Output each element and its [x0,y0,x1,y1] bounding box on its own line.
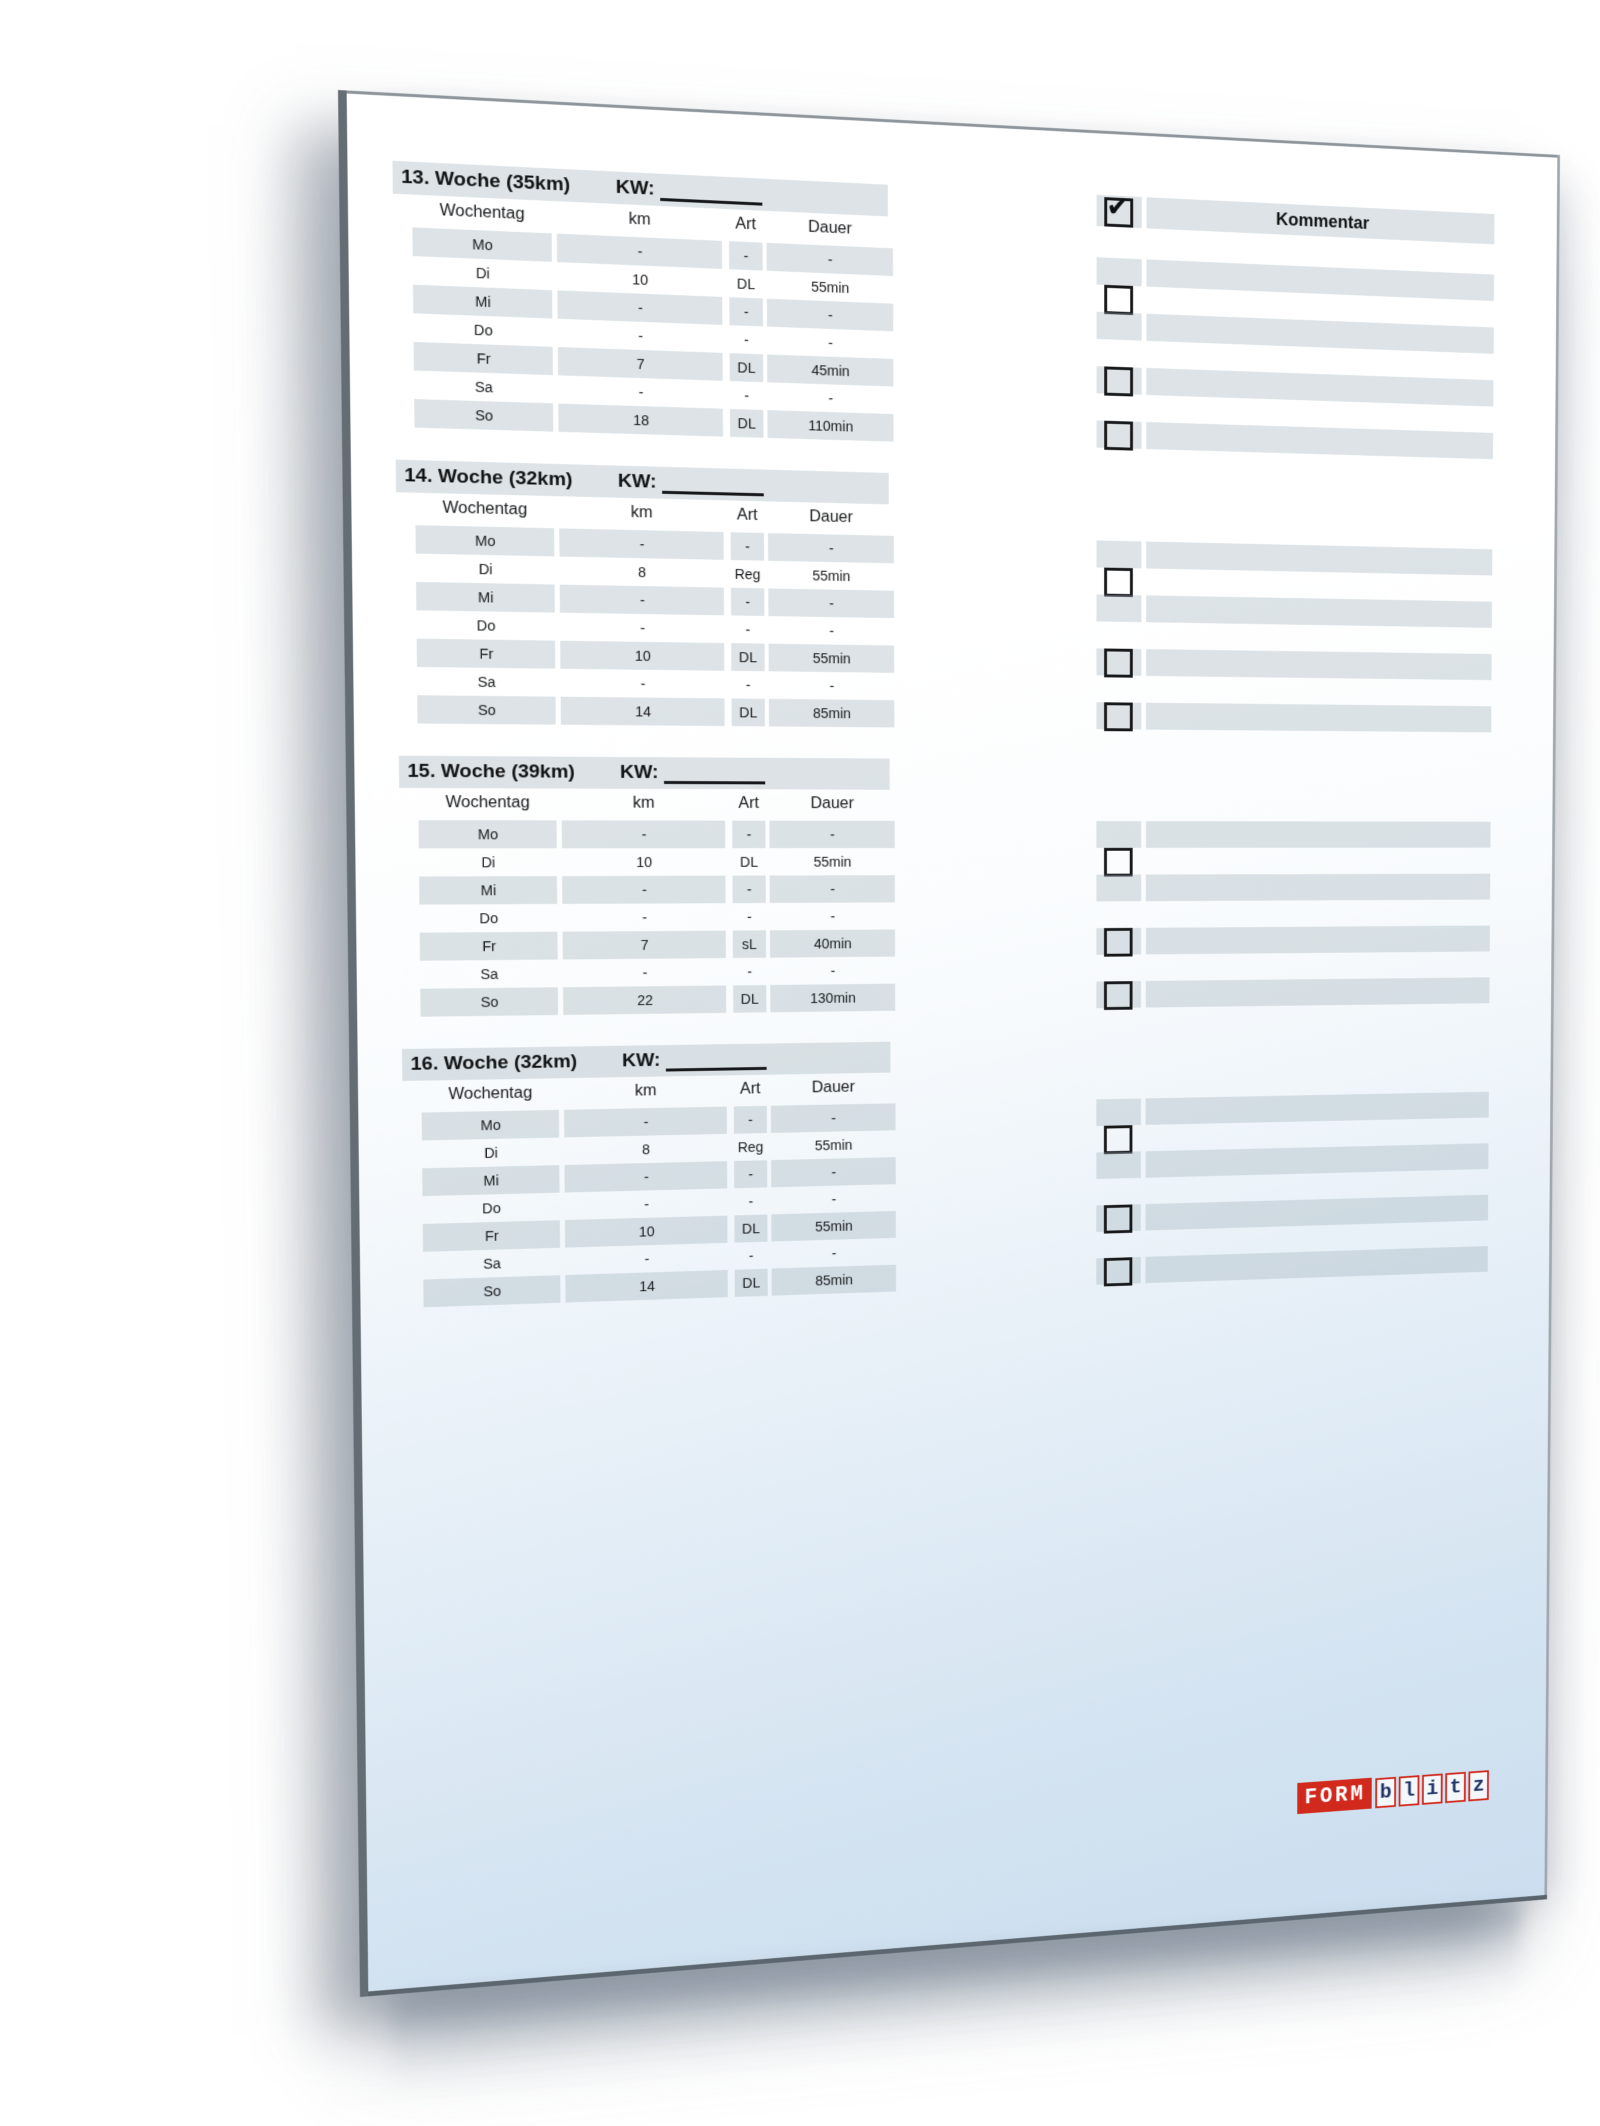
km-value: 14 [639,1278,656,1295]
row-shading [1096,1151,1141,1179]
logo-form-block: FORM [1297,1778,1372,1814]
table-row [400,848,1492,877]
day-label: Mi [475,293,491,311]
art-value: DL [736,275,756,293]
column-header-art: Art [739,1080,761,1098]
art-value: - [743,331,749,348]
logo-letter: z [1469,1770,1490,1801]
km-value: 8 [642,1141,651,1158]
day-label: Fr [482,938,497,955]
day-label: Mo [477,826,499,843]
column-header-wochentag: Wochentag [442,499,528,519]
art-value: - [746,826,752,843]
dauer-value: - [831,1191,837,1207]
row-shading [1146,649,1492,680]
art-value: - [746,908,752,925]
day-label: Di [478,560,493,578]
table-row [400,820,1493,848]
logo-letter: l [1399,1775,1420,1806]
dauer-value: - [827,307,833,324]
day-label: Sa [477,673,496,691]
kommentar-header-label: Kommentar [1275,209,1370,233]
column-header-km: km [630,503,653,522]
kw-blank-field[interactable] [664,759,765,784]
km-value: - [639,536,645,553]
km-value: - [643,1114,649,1130]
kw-blank-field[interactable] [665,1045,766,1071]
km-value: - [644,1196,649,1213]
kw-field [620,757,765,789]
art-value: DL [738,649,758,666]
dauer-value: - [829,622,834,639]
km-value: 8 [638,564,647,581]
day-label: Mi [480,882,497,899]
week-title: 15. Woche (39km) [407,760,575,783]
column-header-dauer: Dauer [808,218,852,238]
column-header-wochentag: Wochentag [445,794,530,812]
art-value: - [743,303,749,320]
document-sheet [338,90,1560,1997]
row-shading [1096,540,1141,568]
dauer-value: - [830,908,836,925]
km-value: - [644,1250,650,1267]
day-checkbox[interactable] [1104,702,1133,731]
week-title: 13. Woche (35km) [401,166,571,196]
kw-label: KW: [619,761,659,783]
km-value: - [637,243,643,260]
row-shading [1097,312,1142,341]
day-label: So [477,701,496,719]
dauer-value: 55min [813,853,852,870]
kw-blank-field[interactable] [660,176,762,206]
km-value: - [640,675,646,692]
day-checkbox[interactable] [1104,568,1133,597]
day-checkbox[interactable] [1104,848,1133,877]
column-header-wochentag: Wochentag [439,201,525,224]
day-label: Di [481,854,496,871]
day-label: Di [475,264,490,282]
day-label: So [475,407,494,424]
row-shading [1146,977,1490,1007]
row-shading [1146,703,1491,733]
kw-label: KW: [622,1050,661,1072]
week-header-row [399,756,1493,792]
dauer-value: 85min [812,705,851,722]
day-label: Sa [474,378,493,396]
km-value: 7 [640,937,649,953]
km-value: - [642,964,648,981]
day-label: Do [473,321,493,339]
km-value: - [643,1168,649,1185]
art-value: - [744,387,749,404]
km-value: - [638,327,644,345]
day-label: Mo [474,532,496,550]
day-checkbox[interactable] [1104,421,1133,451]
day-checkbox[interactable] [1104,285,1133,315]
art-value: - [744,538,750,555]
day-checkbox[interactable] [1104,1125,1132,1154]
day-label: Mo [480,1116,501,1134]
row-shading [1096,1099,1141,1126]
logo-blitz-letters [1373,1770,1489,1808]
kw-field [622,1044,766,1078]
week-block-13 [392,161,1496,460]
column-header-km: km [628,210,651,229]
dauer-value: 55min [811,278,850,297]
dauer-value: - [830,962,836,979]
dauer-value: 45min [811,361,850,380]
dauer-value: 130min [810,989,856,1006]
km-value: - [637,299,643,316]
art-value: - [748,1166,754,1183]
column-header-dauer: Dauer [811,1078,855,1097]
km-value: - [640,619,645,636]
column-header-km: km [634,1082,657,1100]
day-label: Fr [476,350,491,367]
dauer-value: - [831,1110,836,1126]
dauer-value: 85min [815,1271,853,1289]
day-checkbox[interactable] [1104,1204,1132,1233]
week-title: 16. Woche (32km) [410,1051,578,1075]
day-label: Sa [480,966,499,983]
row-shading [1096,875,1141,902]
column-header-row [399,788,1492,822]
document-page [338,90,1560,1997]
logo-letter: b [1375,1776,1396,1807]
row-shading [1097,257,1142,286]
day-label: Sa [483,1255,501,1272]
row-shading [1146,926,1490,955]
dauer-value: - [828,540,834,557]
day-label: Mi [477,589,494,606]
art-value: DL [740,990,759,1007]
art-value: - [745,621,751,638]
km-value: - [642,909,647,926]
week-title: 14. Woche (32km) [404,464,573,491]
day-label: Do [482,1200,501,1217]
column-header-art: Art [738,795,760,812]
day-checkbox[interactable] [1104,1257,1132,1286]
art-value: - [743,247,749,265]
dauer-value: - [831,1164,837,1180]
kw-label: KW: [615,176,655,200]
dauer-value: - [828,334,833,351]
km-value: 10 [636,854,653,870]
art-value: - [745,593,751,610]
dauer-value: 55min [812,650,851,667]
row-shading [1096,821,1141,848]
km-value: - [641,881,647,898]
km-value: 7 [636,355,645,373]
column-header-art: Art [735,215,757,234]
row-shading [1146,874,1490,902]
column-header-dauer: Dauer [809,508,853,527]
art-value: DL [742,1274,761,1291]
week-block-14 [396,460,1495,733]
row-shading [1096,594,1141,622]
dauer-value: 55min [814,1136,853,1154]
column-header-art: Art [736,506,758,524]
dauer-value: - [830,881,835,897]
column-header-km: km [632,794,655,812]
dauer-value: 110min [808,417,854,435]
kw-field [618,466,764,502]
art-value: DL [739,704,758,721]
dauer-value: - [828,390,834,407]
dauer-value: - [831,1245,837,1261]
km-value: 10 [632,271,649,288]
dauer-value: 55min [815,1217,853,1235]
day-checkbox[interactable] [1104,981,1133,1010]
dauer-value: - [830,826,835,843]
kw-label: KW: [617,470,657,493]
art-value: - [745,676,751,693]
column-header-dauer: Dauer [810,795,854,813]
kw-blank-field[interactable] [662,469,764,497]
row-shading [1146,821,1491,848]
km-value: 22 [637,992,654,1009]
day-label: Di [484,1144,498,1161]
km-value: - [638,384,644,401]
art-value: - [747,1111,753,1128]
dauer-value: 55min [812,567,851,585]
day-label: Fr [479,645,494,662]
day-label: Do [476,617,496,634]
km-value: 10 [634,647,651,664]
kommentar-header-checkbox[interactable] [1104,189,1133,228]
checkmark-icon: ✔ [1106,189,1130,224]
art-value: - [748,1193,754,1210]
day-label: Mi [483,1172,499,1189]
day-label: Do [479,910,499,927]
art-value: - [746,881,752,898]
day-checkbox[interactable] [1104,366,1133,396]
km-value: 10 [638,1223,655,1240]
art-value: - [748,1247,754,1264]
logo-letter: t [1445,1771,1466,1802]
day-label: So [483,1283,502,1300]
dauer-value: - [829,595,834,612]
art-value: sL [741,936,757,953]
km-value: - [641,826,647,843]
dauer-value: - [829,677,835,694]
km-value: 14 [635,703,652,720]
art-value: - [747,963,752,980]
week-block-15 [399,756,1493,1017]
day-checkbox[interactable] [1104,928,1133,957]
km-value: - [639,592,645,609]
km-value: 18 [633,411,650,429]
art-value: Reg [737,1138,764,1156]
art-value: DL [739,854,759,870]
week-block-16 [402,1033,1491,1308]
art-value: DL [737,359,756,376]
day-label: So [480,993,499,1011]
day-checkbox[interactable] [1104,648,1133,677]
art-value: DL [741,1220,760,1237]
dauer-value: - [827,251,833,268]
art-value: Reg [734,566,761,583]
art-value: DL [737,415,756,432]
column-header-wochentag: Wochentag [448,1084,533,1104]
day-label: Fr [484,1227,499,1245]
day-label: Mo [472,236,493,254]
dauer-value: 40min [813,935,852,952]
logo-letter: i [1422,1773,1443,1804]
